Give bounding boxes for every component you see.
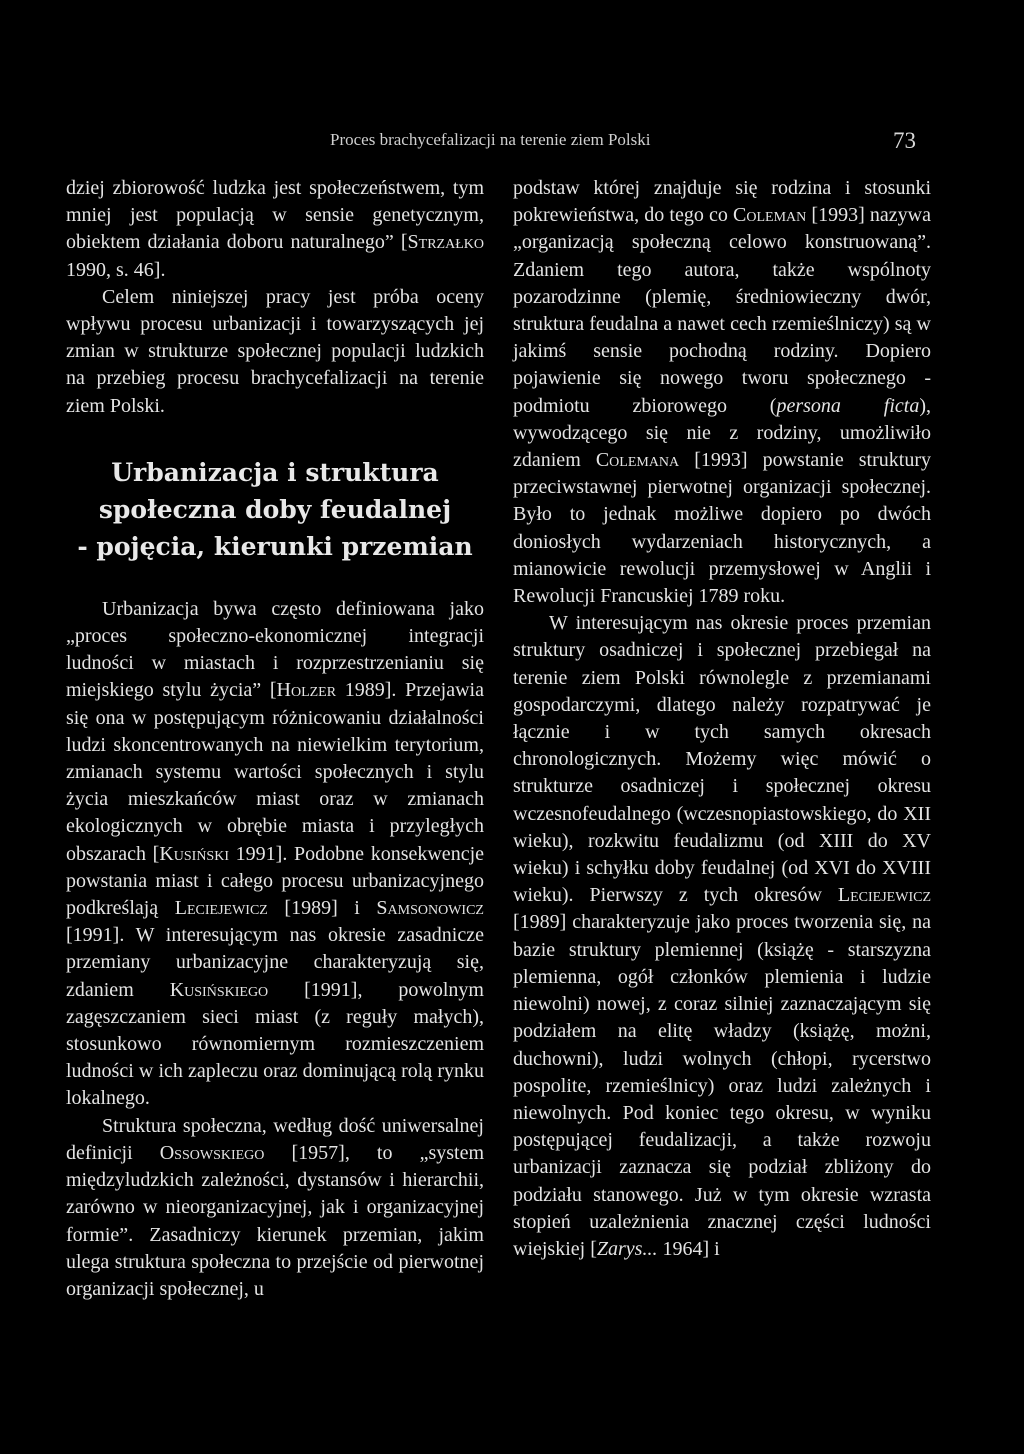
text-run: dziej zbiorowość ludzka jest społeczeństwem, tym mniej jest populacją w sensie genetycznym, obiektem działania doboru naturalnego” [ — [66, 177, 484, 254]
paragraph — [513, 175, 931, 610]
citation-author: Coleman — [733, 204, 807, 227]
citation-author: Leciejewicz — [174, 897, 268, 920]
heading-line: społeczna doby feudalnej — [98, 494, 452, 524]
left-column — [66, 175, 484, 1303]
italic-term: persona ficta — [776, 394, 920, 417]
right-column — [513, 175, 931, 1263]
paragraph — [513, 610, 931, 1263]
italic-term: Zarys... — [596, 1237, 658, 1260]
text-run: [1989] charakteryzuje jako proces tworzenia się, na bazie struktury plemiennej (książę - starszyzna plemienna, ogół członków plemienia i ludzie niewolni) nowej, z coraz silniej zaznaczającym się podziałem na elitę władzy (książę, możni, duchowni), ludzi wolnych (chłopi, rycerstwo pospolite, rzemieślnicy) oraz ludzi zależnych i niewolnych. Pod koniec tego okresu, w wyniku postępującej feudalizacji, a także rozwoju urbanizacji zaznacza się podział zbliżony do podziału stanowego. Już w tym okresie wzrasta stopień uzależnienia znacznej części ludności wiejskiej [ — [513, 911, 931, 1260]
text-run: [1957], to „system międzyludzkich zależności, dystansów i hierarchii, zarówno w nieorganizacyjnej, jak i organizacyjnej formie”. Zasadniczy kierunek przemian, jakim ulega struktura społeczna to przejście od pierwotnej organizacji społecznej, u — [66, 1141, 484, 1300]
text-run: 1990, s. 46]. — [66, 258, 166, 281]
paragraph: Celem niniejszej pracy jest próba oceny wpływu procesu urbanizacji i towarzyszących jej zmian w strukturze społecznej populacji ludzkich na przebieg procesu brachycefalizacji na terenie ziem Polski. — [66, 285, 484, 417]
heading-line: Urbanizacja i struktura — [111, 457, 439, 487]
text-run: ), wywodzącego się nie z rodziny, umożliwiło zdaniem — [513, 394, 931, 472]
citation-author: Kusiński — [159, 842, 229, 865]
text-run: [1991], powolnym zagęszczaniem sieci miast (z reguły małych), stosunkowo równomiernym rozmieszczeniem ludności w ich zapleczu oraz dominującą rolą rynku lokalnego. — [66, 978, 484, 1110]
running-header: Proces brachycefalizacji na terenie ziem Polski — [330, 130, 651, 149]
text-run: Urbanizacja bywa często definiowana jako „proces społeczno-ekonomicznej integracji ludności w miastach i rozprzestrzenianiu się miejskiego stylu życia” [ — [66, 597, 484, 702]
text-run: [1993] powstanie struktury przeciwstawnej pierwotnej organizacji społecznej. Było to jednak możliwe dopiero po dwóch doniosłych wydarzeniach historycznych, a mianowicie rewolucji przemysłowej w Anglii i Rewolucji Francuskiej 1789 roku. — [513, 449, 931, 608]
heading-line: - pojęcia, kierunki przemian — [77, 531, 473, 561]
text-run: [1991]. W interesującym nas okresie zasadnicze przemiany urbanizacyjne charakteryzują się, zdaniem — [66, 924, 484, 1001]
text-run: Struktura społeczna, według dość uniwersalnej definicji — [66, 1114, 484, 1164]
citation-author: Strzałko — [407, 231, 484, 254]
paragraph — [66, 596, 484, 1113]
citation-author: Samsonowicz — [376, 897, 484, 920]
paragraph — [66, 1113, 484, 1303]
citation-author: Ossowskiego — [159, 1141, 265, 1164]
text-run: podstaw której znajduje się rodzina i stosunki pokrewieństwa, do tego co — [513, 177, 931, 227]
citation-author: Leciejewicz — [837, 884, 931, 907]
text-run: 1964] i — [657, 1237, 720, 1260]
page-number: 73 — [893, 128, 916, 153]
text-run: [1993] nazywa „organizacją społeczną celowo konstruowaną”. Zdaniem tego autora, także wspólnoty pozarodzinne (plemię, średniowieczny dwór, struktura feudalna a nawet cech rzemieślniczy) są w jakimś sensie pochodną rodziny. Dopiero pojawienie się nowego tworu społecznego - podmiotu zbiorowego ( — [513, 204, 931, 417]
paragraph — [66, 175, 484, 284]
text-run: W interesującym nas okresie proces przemian struktury osadniczej i społecznej przebiegał na terenie ziem Polski równolegle z przemianami gospodarczymi, dlatego należy rozpatrywać je łącznie i w tych samych okresach chronologicznych. Możemy więc mówić o strukturze osadniczej i społecznej okresu wczesnofeudalnego (wczesnopiastowskiego, do XII wieku), rozkwitu feudalizmu (od XIII do XV wieku) i schyłku doby feudalnej (od XVI do XVIII wieku). Pierwszy z tych okresów — [513, 612, 931, 907]
text-run: 1989]. Przejawia się ona w postępującym różnicowaniu działalności ludzi skoncentrowanych na niewielkim terytorium, zmianach systemu wartości społecznych i stylu życia mieszkańców miast oraz w zmianach ekologicznych w obrębie miasta i przyległych obszarach [ — [66, 679, 484, 865]
citation-author: Kusińskiego — [169, 978, 269, 1001]
text-run: [1989] i — [267, 897, 377, 920]
citation-author: Colemana — [595, 449, 680, 472]
text-run: 1991]. Podobne konsekwencje powstania miast i całego procesu urbanizacyjnego podkreślają — [66, 842, 484, 920]
citation-author: Holzer — [276, 679, 337, 702]
section-heading — [66, 420, 484, 596]
